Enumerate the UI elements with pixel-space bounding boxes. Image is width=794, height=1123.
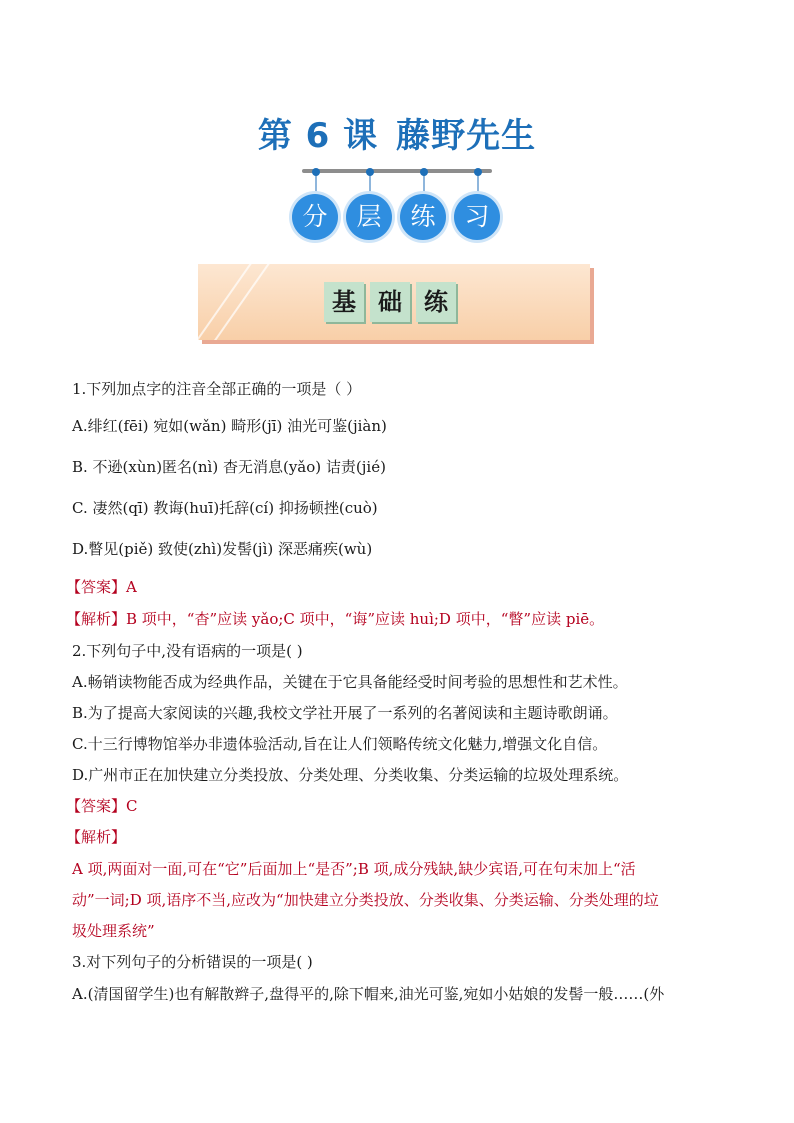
q2-option-c: C.十三行博物馆举办非遗体验活动,旨在让人们领略传统文化魅力,增强文化自信。 xyxy=(72,735,608,753)
q1-option-b: B. 不逊(xùn)匿名(nì) 杳无消息(yǎo) 诘责(jié) xyxy=(72,458,386,476)
q2-analysis-line: 动”一词;D 项,语序不当,应改为“加快建立分类投放、分类收集、分类运输、分类处理的垃 xyxy=(72,891,659,909)
answer-label: 【答案】 xyxy=(66,797,127,815)
page-title xyxy=(0,108,794,157)
tag-bubble: 习 xyxy=(454,194,500,240)
q1-stem: 1.下列加点字的注音全部正确的一项是（ ） xyxy=(72,380,362,398)
q1-option-c: C. 凄然(qī) 教诲(huī)托辞(cí) 抑扬顿挫(cuò) xyxy=(72,499,378,517)
q2-analysis-line: A 项,两面对一面,可在“它”后面加上“是否”;B 项,成分残缺,缺少宾语,可在句末加上“活 xyxy=(72,860,636,878)
q1-analysis xyxy=(66,608,716,629)
banner-tile: 基 xyxy=(324,282,364,322)
section-banner xyxy=(198,264,590,340)
q1-option-a: A.绯红(fēi) 宛如(wǎn) 畸形(jī) 油光可鉴(jiàn) xyxy=(72,417,387,435)
q1-option-d: D.瞥见(piě) 致使(zhì)发髻(jì) 深恶痛疾(wù) xyxy=(72,540,373,558)
analysis-text: B 项中，“杳”应读 yǎo;C 项中，“诲”应读 huì;D 项中，“瞥”应读 piē。 xyxy=(126,610,605,628)
q2-answer xyxy=(66,795,716,816)
analysis-label: 【解析】 xyxy=(66,610,127,628)
tag-bubble: 层 xyxy=(346,194,392,240)
answer-value: A xyxy=(126,578,137,596)
q2-analysis-line: 圾处理系统” xyxy=(72,922,155,940)
lesson-title: 藤野先生 xyxy=(396,116,537,156)
q2-option-d: D.广州市正在加快建立分类投放、分类处理、分类收集、分类运输的垃圾处理系统。 xyxy=(72,766,629,784)
answer-value: C xyxy=(126,797,138,815)
banner-tile: 练 xyxy=(416,282,456,322)
banner-shine xyxy=(199,264,275,340)
q1-answer xyxy=(66,576,716,597)
tag-bubble: 练 xyxy=(400,194,446,240)
hanger-rail xyxy=(302,169,492,173)
q2-option-a: A.畅销读物能否成为经典作品，关键在于它具备能经受时间考验的思想性和艺术性。 xyxy=(72,673,628,691)
q2-option-b: B.为了提高大家阅读的兴趣,我校文学社开展了一系列的名著阅读和主题诗歌朗诵。 xyxy=(72,704,618,722)
banner-tile: 础 xyxy=(370,282,410,322)
q2-analysis-label: 【解析】 xyxy=(66,828,127,846)
q3-stem: 3.对下列句子的分析错误的一项是( ) xyxy=(72,953,313,971)
q3-option-a: A.(清国留学生)也有解散辫子,盘得平的,除下帽来,油光可鉴,宛如小姑娘的发髻一般……(外 xyxy=(72,985,665,1003)
banner-tiles xyxy=(324,282,456,322)
answer-label: 【答案】 xyxy=(66,578,127,596)
tag-bubble: 分 xyxy=(292,194,338,240)
banner-shine xyxy=(198,264,257,340)
q2-stem: 2.下列句子中,没有语病的一项是( ) xyxy=(72,642,303,660)
lesson-number: 第 6 课 xyxy=(257,116,379,156)
